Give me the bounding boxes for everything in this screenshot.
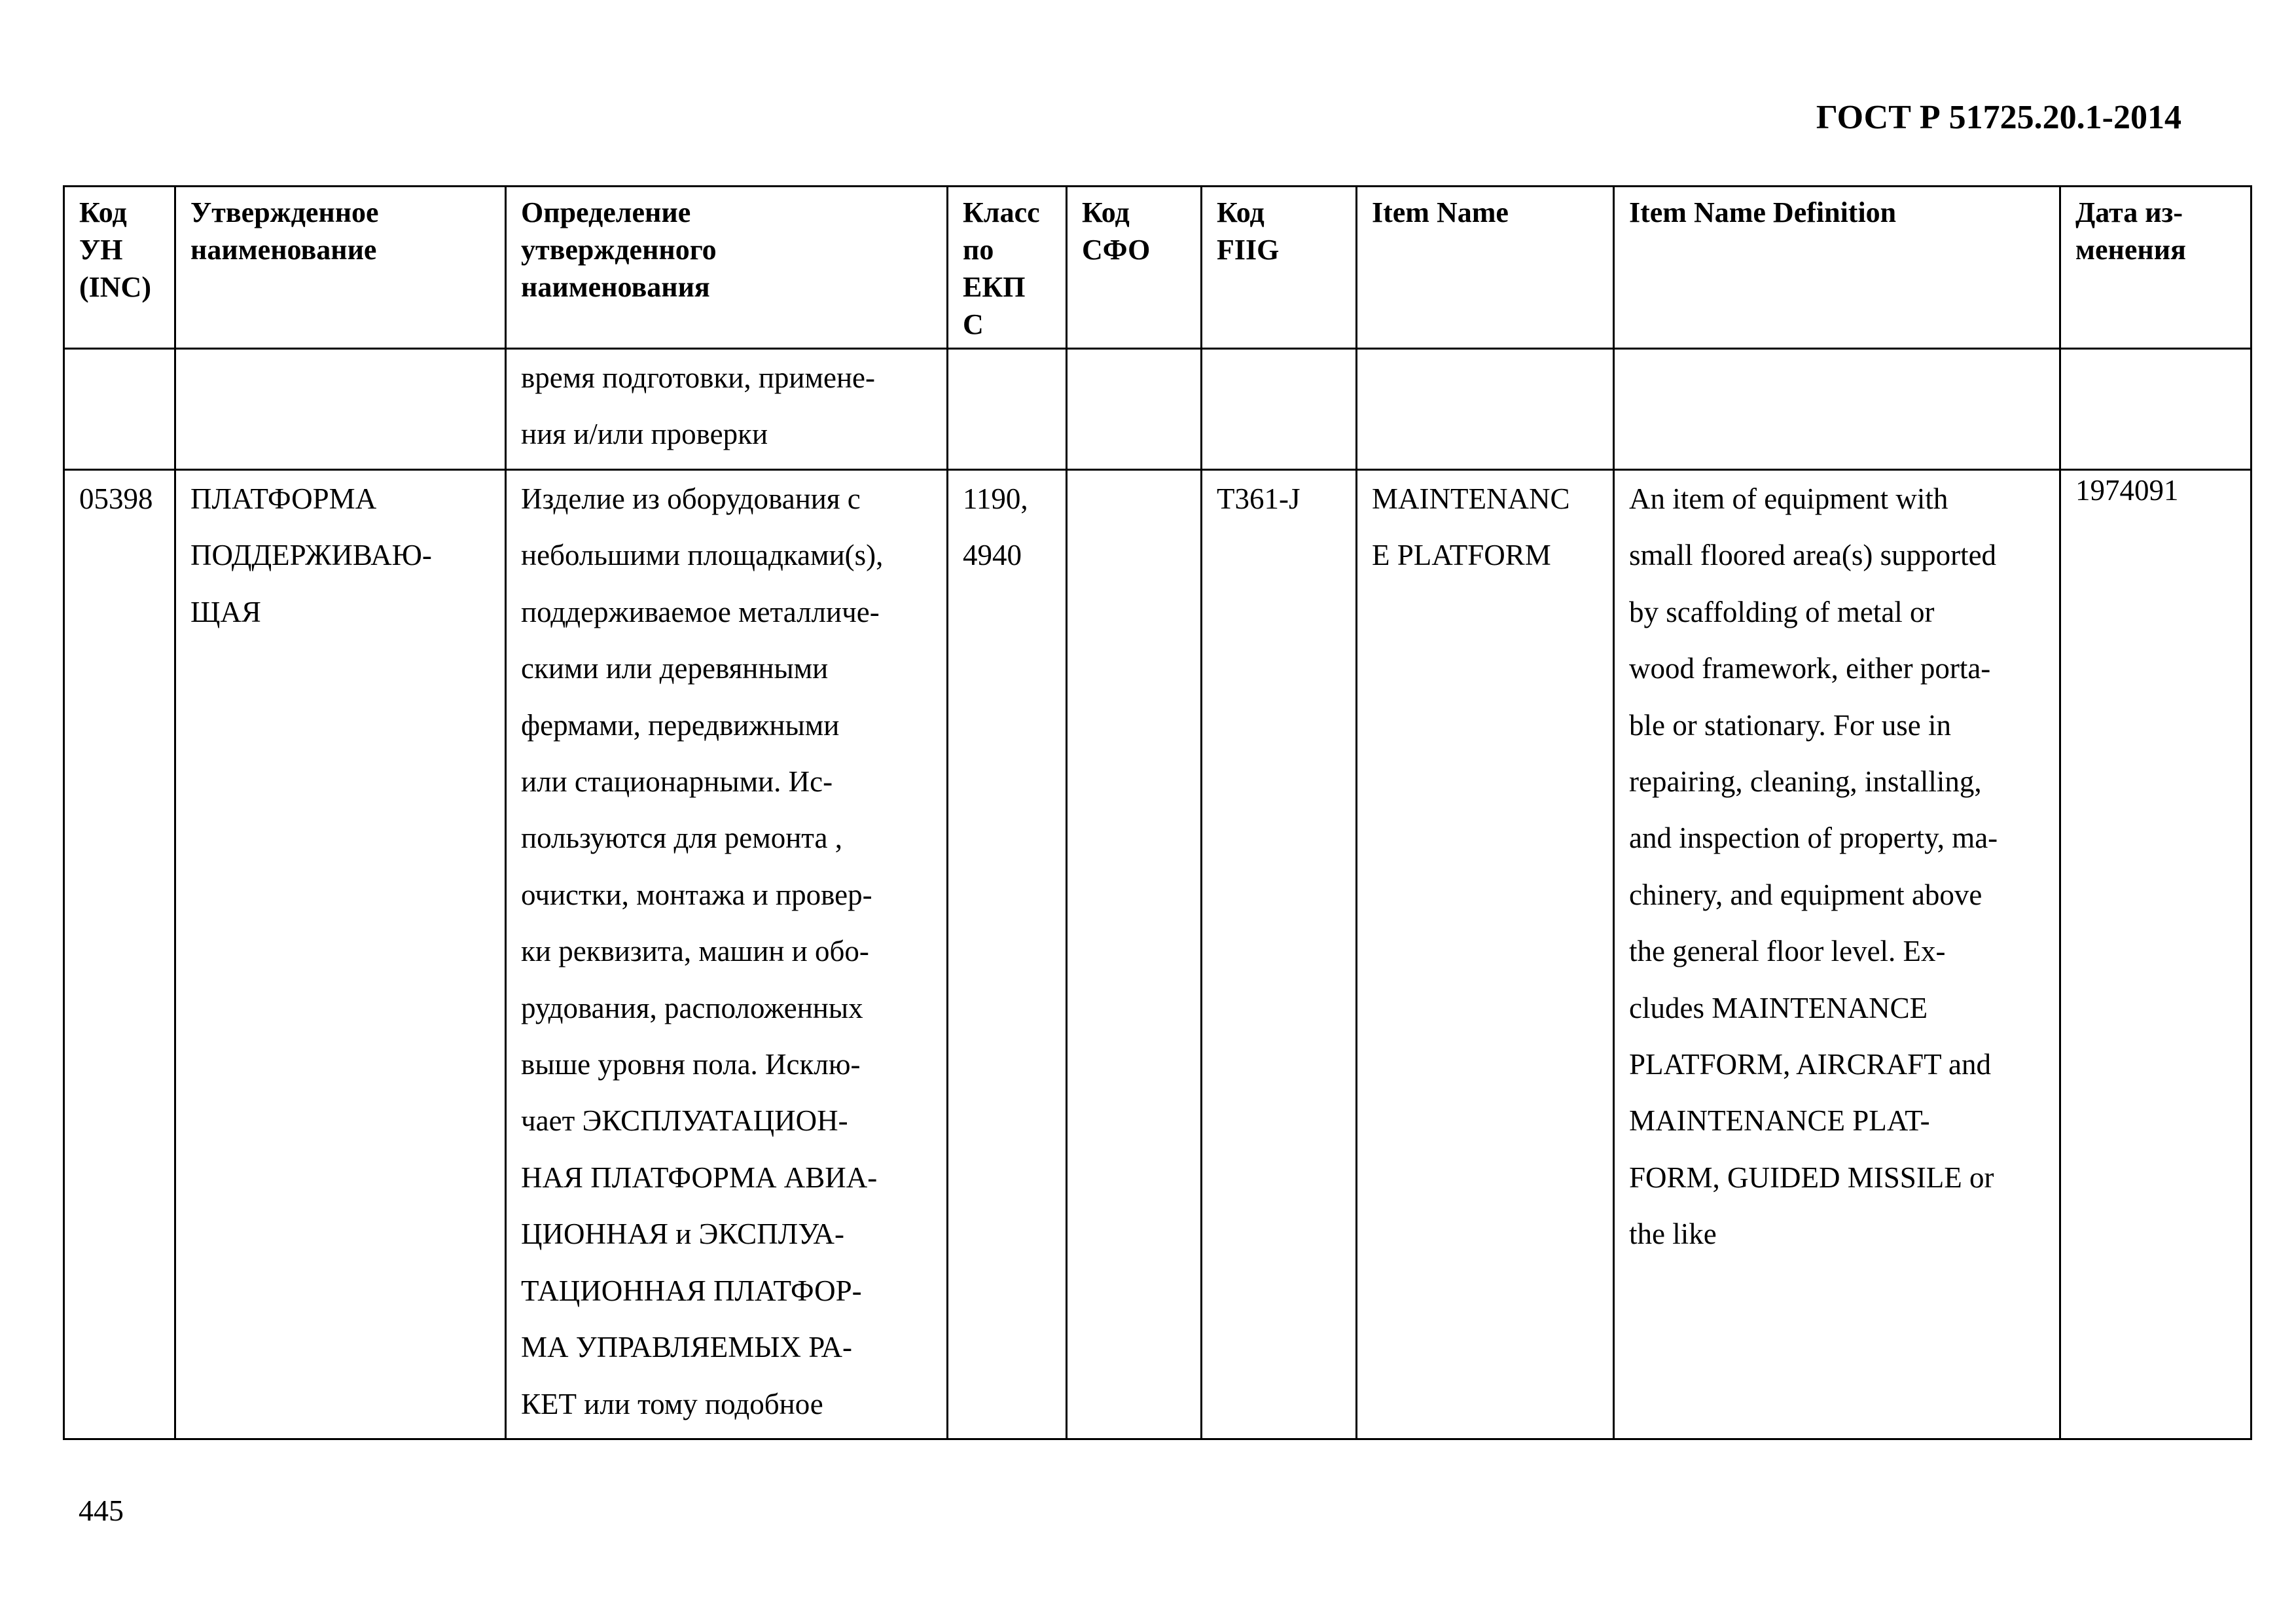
column-header-sfo-code: Код СФО xyxy=(1067,187,1202,349)
column-header-item-name: Item Name xyxy=(1357,187,1614,349)
column-header-change-date: Дата из- менения xyxy=(2060,187,2251,349)
column-header-class: Класс по ЕКП С xyxy=(948,187,1067,349)
classifier-table xyxy=(63,185,2252,1440)
column-header-fiig-code: Код FIIG xyxy=(1202,187,1357,349)
cell-definition: Изделие из оборудования с небольшими площадками(s), поддерживаемое металличе- скими или деревянными фермами, передвижными или стационарными. Ис- пользуются для ремонта , очистки, монтажа и провер- ки реквизита, машин и обо- рудования, расположенных выше уровня пола. Исклю- чает ЭКСПЛУАТАЦИОН- НАЯ ПЛАТФОРМА АВИА- ЦИОННАЯ и ЭКСПЛУА- ТАЦИОННАЯ ПЛАТФОР- МА УПРАВЛЯЕМЫХ РА- КЕТ или тому подобное xyxy=(506,470,948,1439)
cell-item-definition xyxy=(1614,349,2060,470)
column-header-approved-name: Утвержденное наименование xyxy=(175,187,506,349)
column-header-item-name-definition: Item Name Definition xyxy=(1614,187,2060,349)
cell-sfo-code xyxy=(1067,470,1202,1439)
cell-item-name xyxy=(1357,349,1614,470)
cell-fiig xyxy=(1202,349,1357,470)
column-header-approved-name-definition: Определение утвержденного наименования xyxy=(506,187,948,349)
table-row-continuation xyxy=(64,349,2251,470)
cell-inc: 05398 xyxy=(64,470,175,1439)
cell-approved-name: ПЛАТФОРМА ПОДДЕРЖИВАЮ- ЩАЯ xyxy=(175,470,506,1439)
page-number: 445 xyxy=(79,1494,124,1527)
cell-item-definition: An item of equipment with small floored area(s) supported by scaffolding of metal or wood framework, either porta- ble or stationary. For use in repairing, cleaning, installing, and inspection of property, ma- chinery, and equipment above the general floor level. Ex- cludes MAINTENANCE PLATFORM, AIRCRAFT and MAINTENANCE PLAT- FORM, GUIDED MISSILE or the like xyxy=(1614,470,2060,1439)
cell-change-date xyxy=(2060,349,2251,470)
cell-definition: время подготовки, примене- ния и/или проверки xyxy=(506,349,948,470)
cell-fiig: T361-J xyxy=(1202,470,1357,1439)
cell-approved-name xyxy=(175,349,506,470)
column-header-inc: Код УН (INC) xyxy=(64,187,175,349)
cell-change-date: 1974091 xyxy=(2060,470,2251,1439)
cell-sfo-code xyxy=(1067,349,1202,470)
table-header-row xyxy=(64,187,2251,349)
cell-class: 1190, 4940 xyxy=(948,470,1067,1439)
table-row xyxy=(64,470,2251,1439)
cell-inc xyxy=(64,349,175,470)
cell-item-name: MAINTENANC E PLATFORM xyxy=(1357,470,1614,1439)
document-standard-number: ГОСТ Р 51725.20.1-2014 xyxy=(1816,99,2181,136)
cell-class xyxy=(948,349,1067,470)
